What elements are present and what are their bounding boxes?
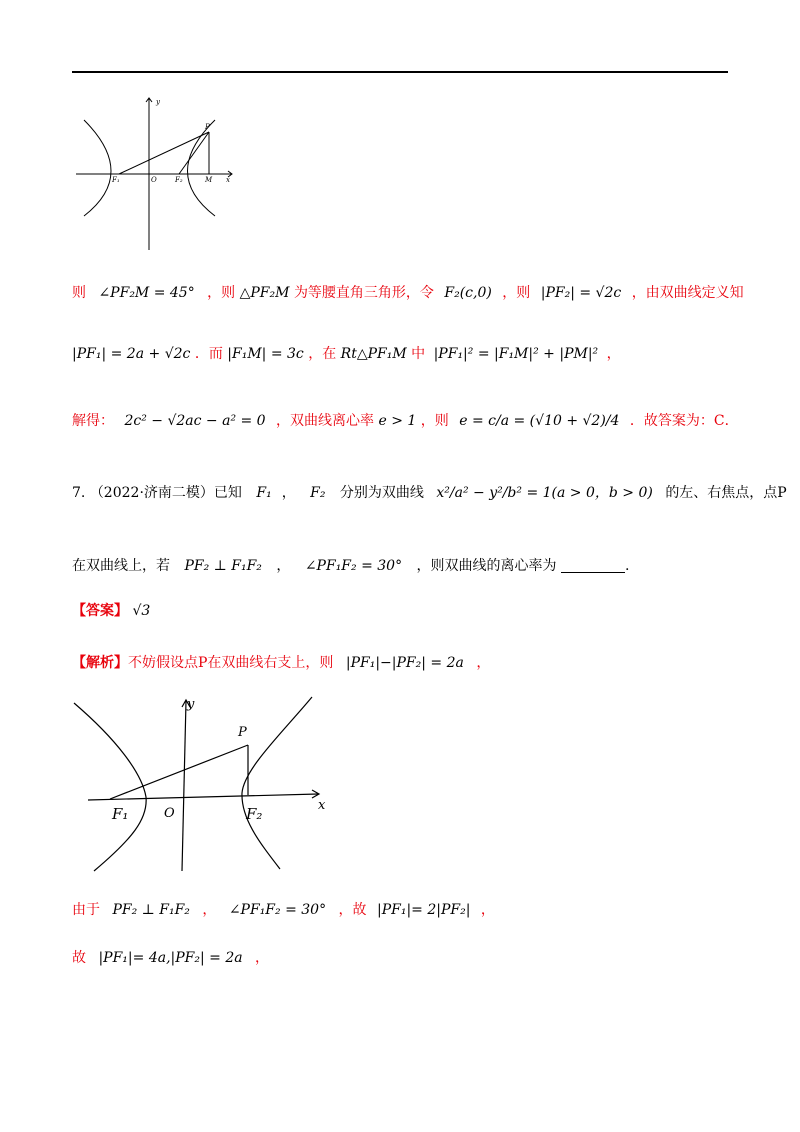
eccentricity-result: e = c/a = (√10 + √2)/4 <box>459 413 620 429</box>
f2-label: F₂ <box>246 805 263 823</box>
header-rule <box>72 71 728 73</box>
y-label: y <box>187 697 195 712</box>
p-label: P <box>238 725 247 740</box>
analysis-tag: 【解析】 <box>72 655 128 671</box>
problem-7-line-1: 7. （2022·济南二模）已知 F₁ ， F₂ 分别为双曲线 x²/a² − y²/b² = 1(a > 0，b > 0) 的左、右焦点，点P <box>72 485 787 501</box>
right-branch <box>242 697 312 869</box>
because-line: 由于 PF₂ ⊥ F₁F₂ ， ∠PF₁F₂ = 30° ，故 |PF₁|= 2|PF₂| ， <box>72 902 495 918</box>
angle-fact: ∠PF₁F₂ = 30° <box>228 902 327 918</box>
answer-value: √3 <box>132 603 151 619</box>
x-label: x <box>226 176 230 184</box>
hyperbola-figure-2 <box>72 693 342 875</box>
perpendicular-condition: PF₂ ⊥ F₁F₂ <box>184 558 262 574</box>
x-axis <box>88 794 318 800</box>
solution-line-1: 则 ∠PF₂M = 45° ，则 △PF₂M 为等腰直角三角形，令 F₂(c,0) ，则 |PF₂| = √2c ，由双曲线定义知 <box>72 285 744 301</box>
pf1-length: |PF₁| = 2a + √2c <box>72 346 191 362</box>
answer-line <box>72 600 150 620</box>
triangle-expression: △PF₂M <box>239 285 290 301</box>
length-results: |PF₁|= 4a,|PF₂| = 2a <box>98 950 243 966</box>
o-label: O <box>151 176 157 184</box>
left-branch <box>74 703 146 871</box>
focus-f1: F₁ <box>256 485 272 501</box>
focus-f2: F₂ <box>310 485 326 501</box>
hyperbola-equation: x²/a² − y²/b² = 1(a > 0，b > 0) <box>436 485 653 501</box>
angle-condition: ∠PF₁F₂ = 30° <box>304 558 403 574</box>
pythagorean-equation: |PF₁|² = |F₁M|² + |PM|² <box>433 346 599 362</box>
focus-coordinate: F₂(c,0) <box>444 285 492 301</box>
f1-label: F₁ <box>112 176 120 184</box>
perpendicular-fact: PF₂ ⊥ F₁F₂ <box>112 902 190 918</box>
therefore-line: 故 |PF₁|= 4a,|PF₂| = 2a ， <box>72 950 270 966</box>
problem-7-line-2: 在双曲线上，若 PF₂ ⊥ F₁F₂ ， ∠PF₁F₂ = 30° ，则双曲线的离心率为 . <box>72 558 630 574</box>
analysis-line: 【解析】不妨假设点P在双曲线右支上，则 |PF₁|−|PF₂| = 2a ， <box>72 655 491 671</box>
right-branch <box>188 120 216 216</box>
segment-pf1 <box>110 745 248 799</box>
solution-line-2: |PF₁| = 2a + √2c ．而 |F₁M| = 3c ，在 Rt△PF₁M 中 |PF₁|² = |F₁M|² + |PM|² ， <box>72 346 621 362</box>
o-label: O <box>164 806 175 821</box>
hyperbola-figure-1 <box>72 92 242 254</box>
problem-source: （2022·济南二模）已知 <box>89 485 242 501</box>
right-triangle: Rt△PF₁M <box>340 346 407 362</box>
x-label: x <box>318 798 326 813</box>
quadratic-equation: 2c² − √2ac − a² = 0 <box>124 413 266 429</box>
f1m-length: |F₁M| = 3c <box>227 346 304 362</box>
answer-blank <box>561 558 625 573</box>
segment-pf2 <box>179 132 209 174</box>
problem-number: 7. <box>72 485 86 501</box>
answer-tag: 【答案】 <box>72 603 128 619</box>
left-branch <box>84 120 111 216</box>
y-axis <box>182 701 186 871</box>
pf2-length: |PF₂| = √2c <box>540 285 622 301</box>
f1-label: F₁ <box>112 805 129 823</box>
eccentricity-condition: e > 1 <box>378 413 417 429</box>
solution-line-3: 解得： 2c² − √2ac − a² = 0 ，双曲线离心率 e > 1 ，则 e = c/a = (√10 + √2)/4 ．故答案为：C． <box>72 413 739 429</box>
m-label: M <box>205 176 213 184</box>
definition-equation: |PF₁|−|PF₂| = 2a <box>345 655 464 671</box>
y-label: y <box>156 98 160 106</box>
p-label: P <box>205 123 210 131</box>
length-ratio: |PF₁|= 2|PF₂| <box>376 902 471 918</box>
angle-equation: ∠PF₂M = 45° <box>98 285 195 301</box>
segment-pf1 <box>119 132 209 174</box>
f2-label: F₂ <box>175 176 183 184</box>
